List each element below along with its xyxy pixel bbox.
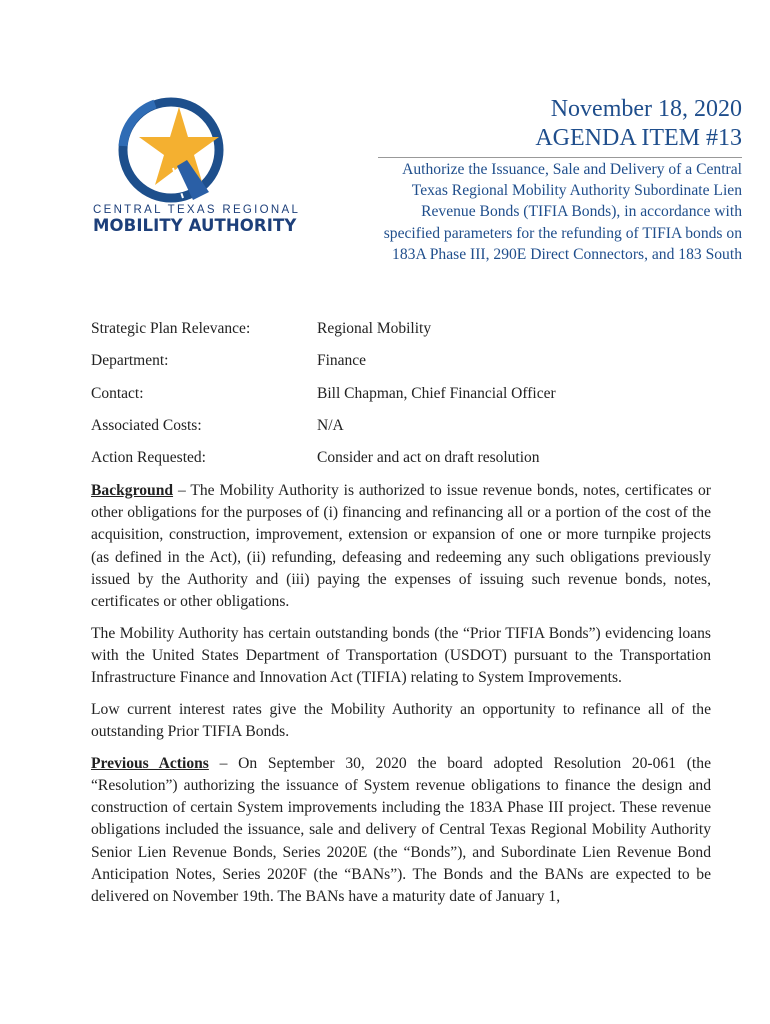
meeting-date: November 18, 2020 (550, 96, 742, 122)
logo-line-1: CENTRAL TEXAS REGIONAL (93, 204, 301, 216)
strategic-plan-value: Regional Mobility (317, 320, 432, 337)
detail-row (91, 447, 751, 479)
prior-tifia-paragraph: The Mobility Authority has certain outstanding bonds (the “Prior TIFIA Bonds”) evidencing loans with the United States Department of Transportation (USDOT) pursuant to the Transportation Infrastructure Finance and Innovation Act (TIFIA) relating to System Improvements. (91, 624, 711, 687)
item-details (91, 318, 751, 479)
detail-row (91, 415, 751, 447)
document-body (91, 480, 711, 918)
contact-value: Bill Chapman, Chief Financial Officer (317, 384, 556, 402)
agenda-item-title: AGENDA ITEM #13 (535, 125, 742, 151)
department-label: Department: (91, 352, 169, 370)
mobility-authority-logo (93, 96, 301, 241)
detail-row (91, 383, 751, 415)
contact-label: Contact: (91, 384, 144, 402)
header-divider (378, 157, 742, 158)
previous-actions-paragraph (91, 753, 711, 908)
department-value: Finance (317, 352, 367, 370)
strategic-plan-label: Strategic Plan Relevance: (91, 320, 251, 337)
detail-row (91, 350, 751, 382)
background-paragraph (91, 480, 711, 613)
previous-actions-heading: Previous Actions (91, 754, 209, 772)
agenda-subject: Authorize the Issuance, Sale and Delivery of a Central Texas Regional Mobility Authority Subordinate Lien Revenue Bonds (TIFIA Bonds), in accordance with specified parameters for the refunding of TIFIA bonds on 183A Phase III, 290E Direct Connectors, and 183 South (383, 161, 742, 263)
interest-rates-paragraph: Low current interest rates give the Mobility Authority an opportunity to refinance all of the outstanding Prior TIFIA Bonds. (91, 700, 711, 741)
associated-costs-value: N/A (317, 416, 344, 434)
previous-actions-text: – On September 30, 2020 the board adopted Resolution 20-061 (the “Resolution”) authorizing the issuance of System revenue obligations to finance the design and construction of certain System improvements including the 183A Phase III project. These revenue obligations included the issuance, sale and delivery of Central Texas Regional Mobility Authority Senior Lien Revenue Bonds, Series 2020E (the “Bonds”), and Subordinate Lien Revenue Bond Anticipation Notes, Series 2020F (the “BANs”). The Bonds and the BANs are expected to be delivered on November 19th. The BANs have a maturity date of January 1, (91, 754, 711, 905)
star-emblem-icon (115, 96, 225, 204)
logo-line-2: MOBILITY AUTHORITY (93, 216, 297, 235)
background-text: – The Mobility Authority is authorized to issue revenue bonds, notes, certificates or other obligations for the purposes of (i) financing and refinancing all or a portion of the cost of the acquisition, construction, improvement, extension or expansion of one or more turnpike projects (as defined in the Act), (ii) refunding, defeasing and redeeming any such obligations previously issued by the Authority and (iii) paying the expenses of issuing such revenue bonds, notes, certificates or other obligations. (91, 482, 711, 611)
detail-row (91, 318, 751, 350)
background-heading: Background (91, 482, 174, 499)
action-requested-value: Consider and act on draft resolution (317, 449, 540, 467)
associated-costs-label: Associated Costs: (91, 416, 202, 434)
action-requested-label: Action Requested: (91, 449, 206, 467)
